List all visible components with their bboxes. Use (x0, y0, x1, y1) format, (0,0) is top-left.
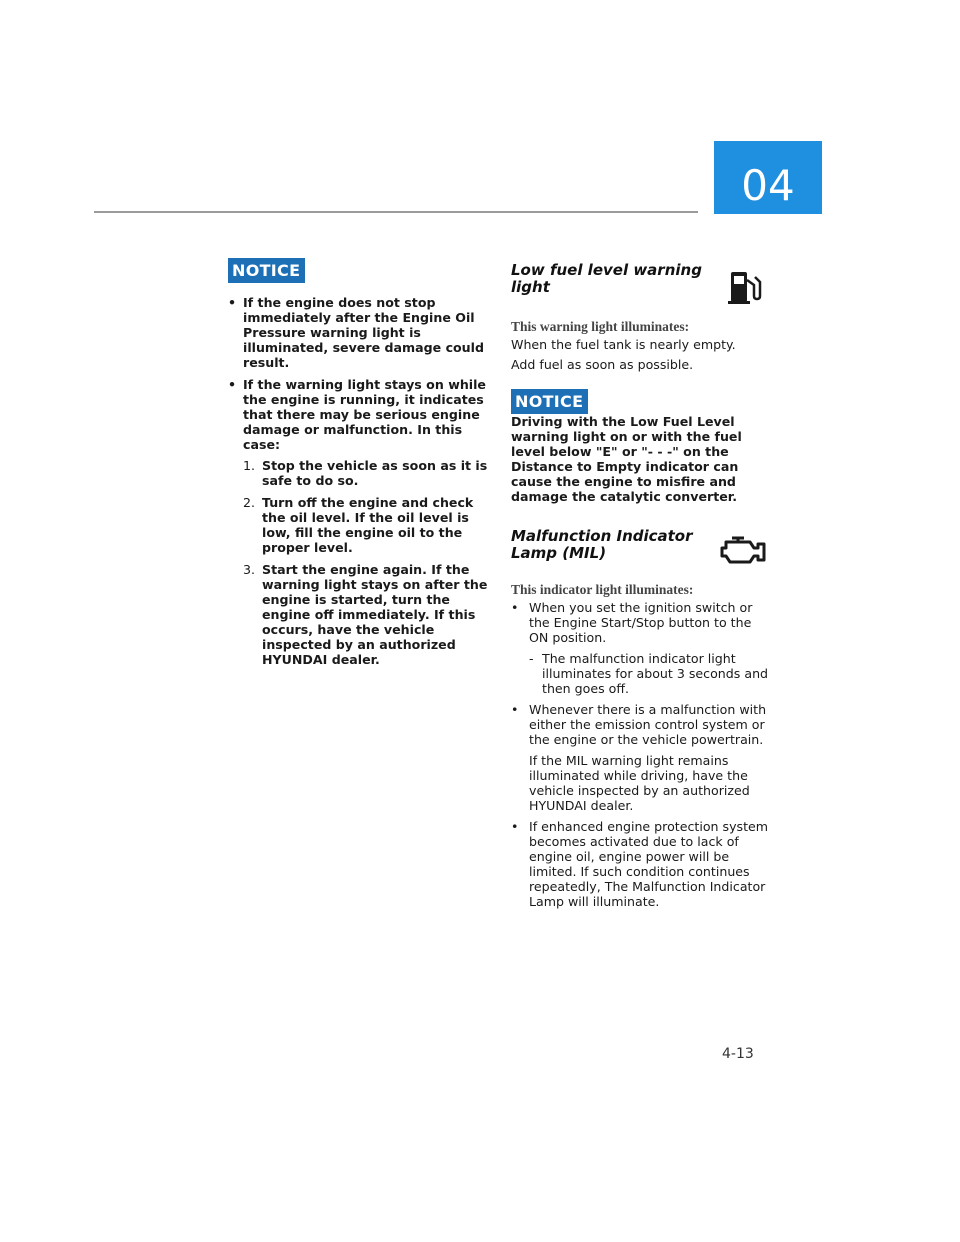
notice-bullet-text: If the warning light stays on while the engine is running, it indicates that there may be serious engine damage or malfunction. In this case: (243, 377, 486, 452)
step-number: 3. (243, 562, 256, 577)
fuel-pump-icon (725, 268, 765, 310)
bullet-marker: • (228, 295, 237, 310)
notice-badge: NOTICE (228, 258, 305, 283)
bullet-marker: • (228, 377, 237, 392)
mil-bullet-paragraph: If the MIL warning light remains illuminated while driving, have the vehicle inspected by an authorized HYUNDAI dealer. (529, 753, 750, 813)
chapter-number: 04 (741, 161, 795, 210)
steps-list (243, 458, 490, 667)
mil-bullet-item (511, 702, 769, 813)
notice-badge: NOTICE (511, 389, 588, 414)
notice-bullet-text: If the engine does not stop immediately after the Engine Oil Pressure warning light is illuminated, severe damage could result. (243, 295, 484, 370)
mil-bullet-text: If enhanced engine protection system becomes activated due to lack of engine oil, engine power will be limited. If such condition continues repeatedly, The Malfunction Indicator Lamp will illuminate. (529, 819, 769, 909)
chapter-tab (714, 141, 822, 214)
step-item (243, 458, 490, 488)
mil-dash-text: The malfunction indicator light illuminates for about 3 seconds and then goes off. (542, 651, 769, 696)
right-column (511, 262, 769, 912)
step-item (243, 495, 490, 555)
mil-bullet-item (511, 600, 769, 696)
mil-bullet-text: Whenever there is a malfunction with either the emission control system or the engine or the vehicle powertrain. (529, 702, 767, 747)
dash-marker: - (529, 651, 534, 666)
step-text: Stop the vehicle as soon as it is safe to do so. (262, 458, 488, 488)
bullet-marker: • (511, 819, 519, 834)
mil-bullet-list (511, 600, 769, 915)
notice-bullet-item (228, 295, 490, 370)
bullet-marker: • (511, 600, 519, 615)
step-text: Turn off the engine and check the oil level. If the oil level is low, fill the engine oil to the proper level. (262, 495, 474, 555)
mil-dash-list (529, 651, 769, 696)
mil-bullet-text: When you set the ignition switch or the Engine Start/Stop button to the ON position. (529, 600, 753, 645)
fuel-line-2: Add fuel as soon as possible. (511, 357, 694, 372)
notice-bullet-list (228, 295, 490, 667)
step-text: Start the engine again. If the warning light stays on after the engine is started, turn the engine off immediately. If this occurs, have the vehicle inspected by an authorized HYUNDAI dealer. (262, 562, 488, 667)
left-column (228, 258, 490, 674)
fuel-intro: This warning light illuminates: (511, 319, 690, 334)
check-engine-icon (718, 532, 770, 572)
mil-bullet-item (511, 819, 769, 909)
step-number: 1. (243, 458, 256, 473)
mil-intro: This indicator light illuminates: (511, 582, 694, 597)
fuel-section-title: Low fuel level warning light (511, 261, 702, 296)
mil-section-title: Malfunction Indicator Lamp (MIL) (511, 527, 693, 562)
notice-bullet-item (228, 377, 490, 667)
fuel-line-1: When the fuel tank is nearly empty. (511, 337, 736, 352)
page-number: 4-13 (722, 1046, 754, 1062)
fuel-notice-text: Driving with the Low Fuel Level warning light on or with the fuel level below "E" or "- - -" on the Distance to Empty indicator can cause the engine to misfire and damage the catalytic converter. (511, 414, 742, 504)
header-divider (94, 211, 698, 213)
bullet-marker: • (511, 702, 519, 717)
step-item (243, 562, 490, 667)
mil-dash-item (529, 651, 769, 696)
step-number: 2. (243, 495, 256, 510)
